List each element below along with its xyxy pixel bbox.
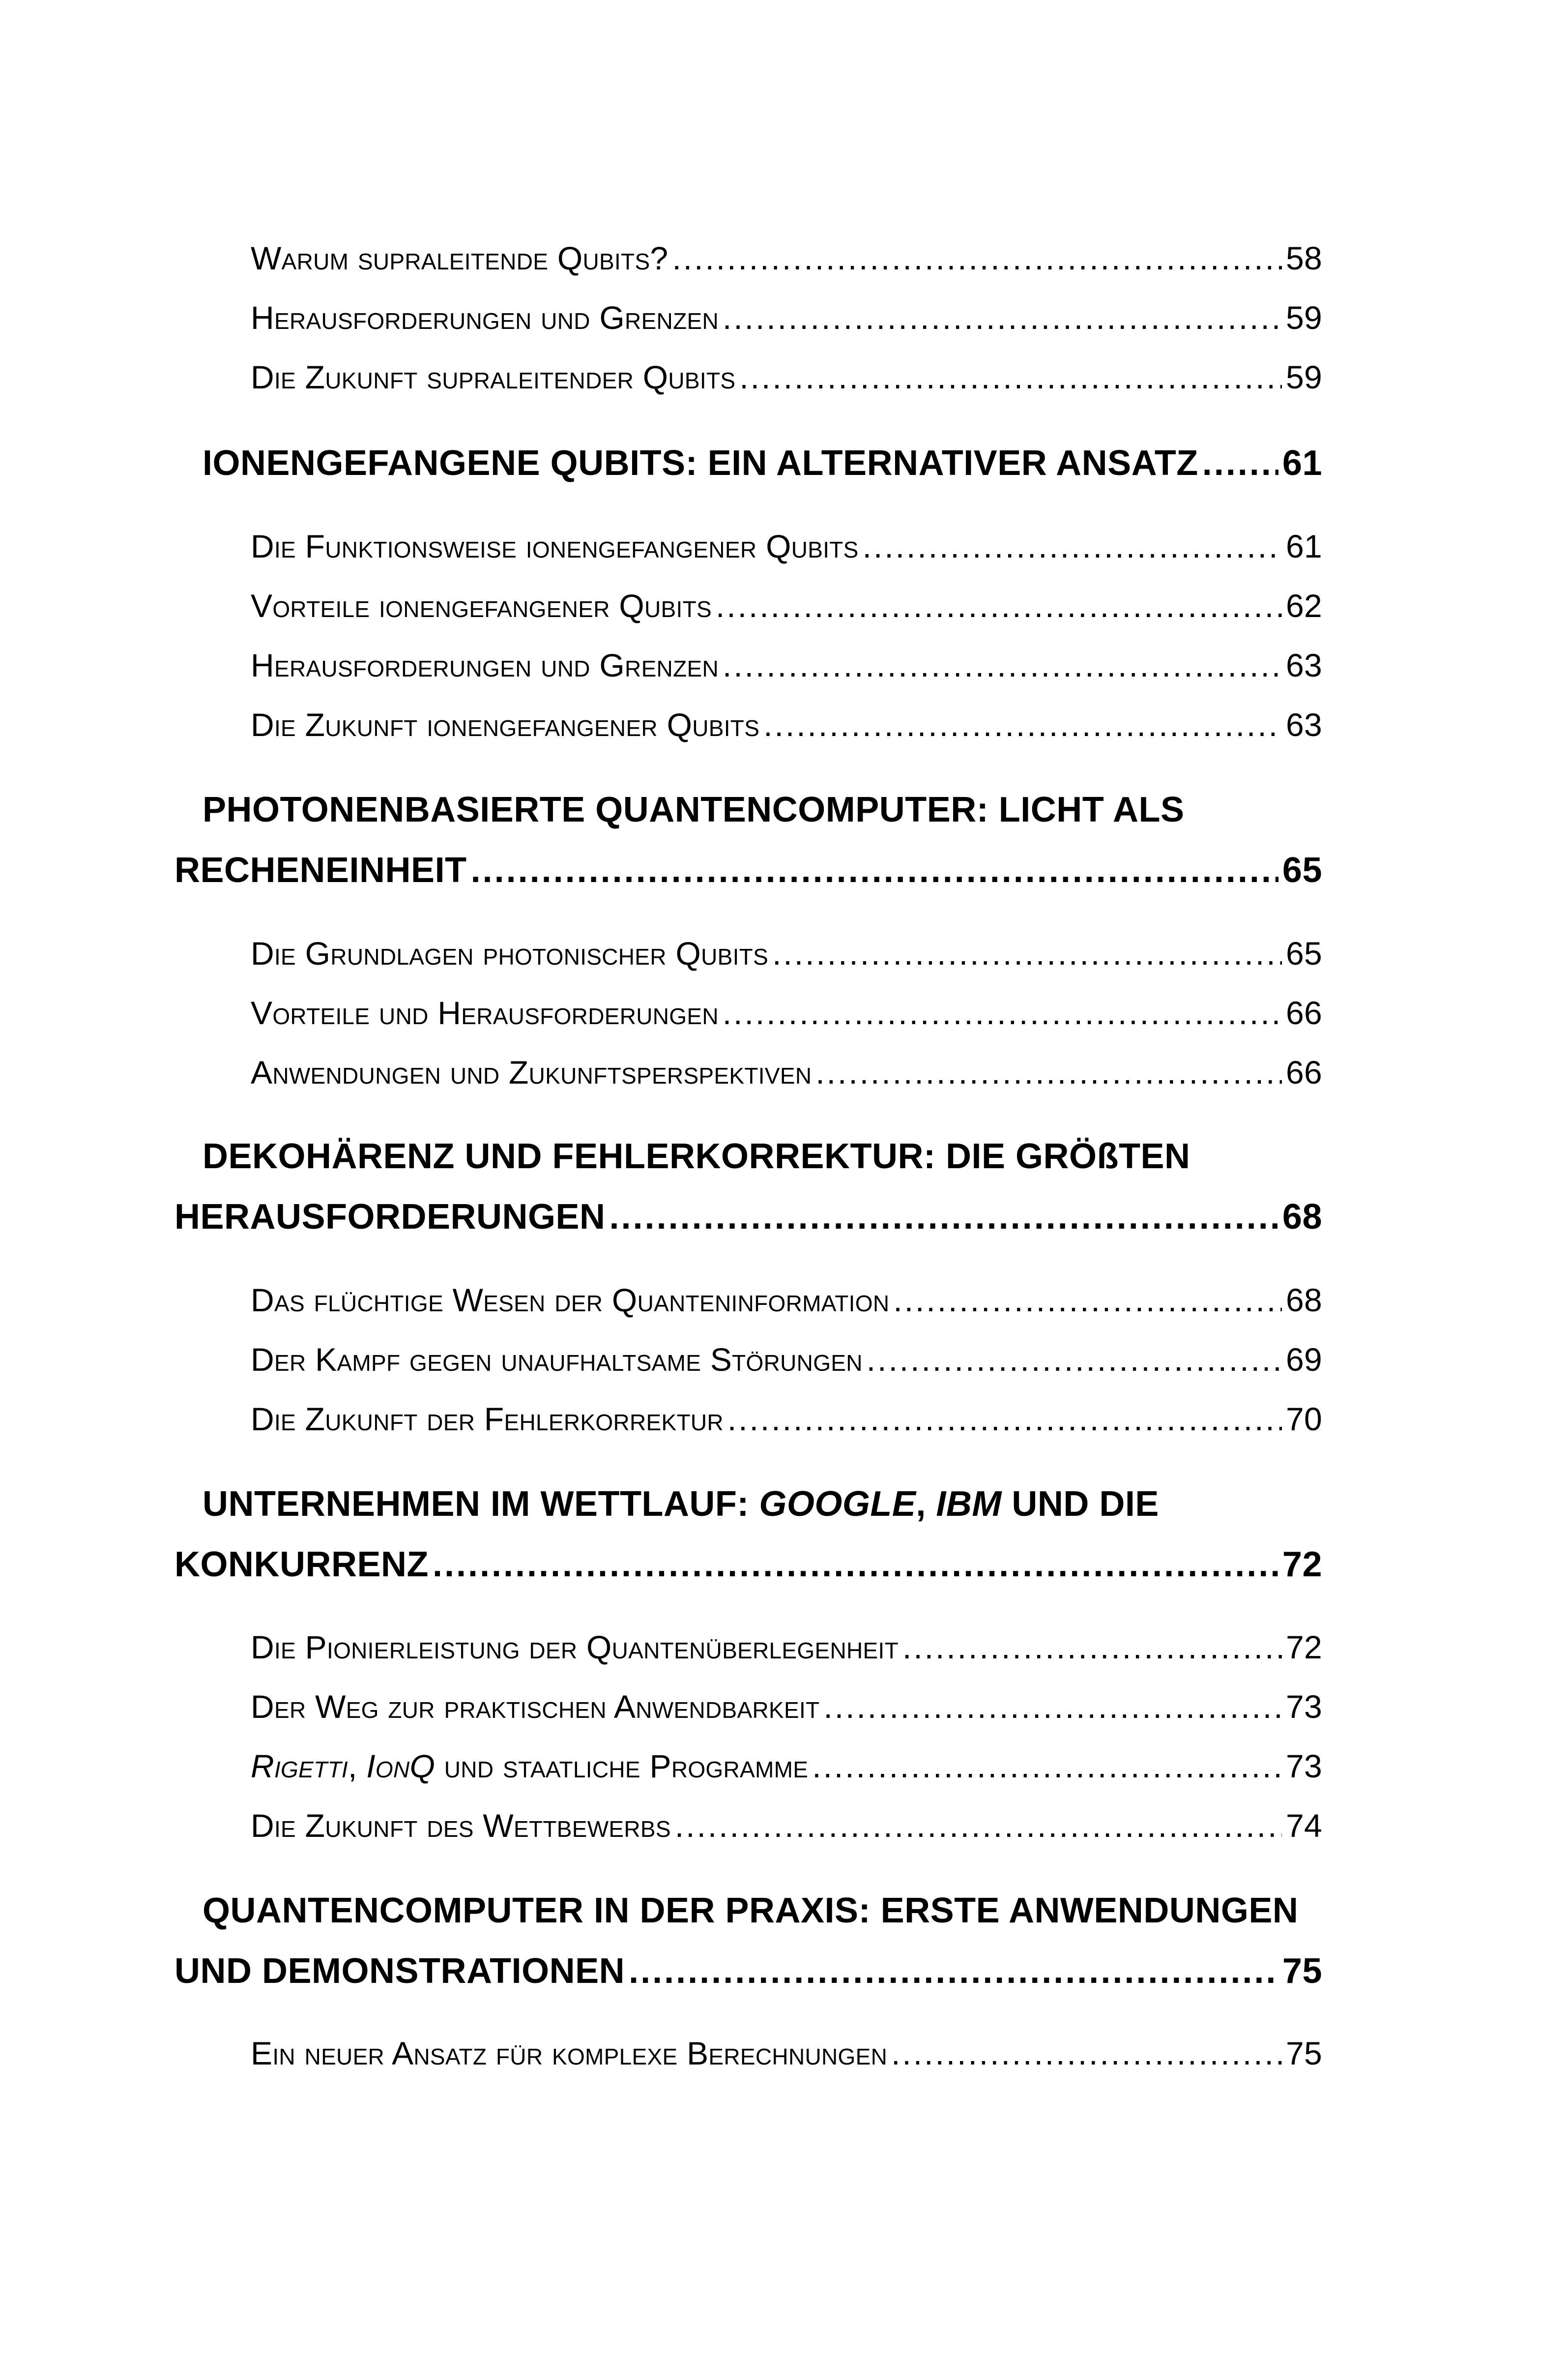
dot-leader [672,235,1282,282]
toc-entry-title-part: und staatliche Programme [435,1748,809,1784]
dot-leader [893,1276,1282,1324]
toc-entry-page: 59 [1285,299,1322,336]
toc-entry-title: Die Zukunft des Wettbewerbs [251,1807,671,1844]
dot-leader [716,582,1282,629]
toc-chapter-title: IONENGEFANGENE QUBITS: EIN ALTERNATIVER ANSATZ [203,443,1198,483]
toc-entry[interactable] [251,1395,1322,1443]
toc-chapter[interactable] [174,1946,1322,1997]
toc-entry-title: Die Funktionsweise ionengefangener Qubits [251,528,859,564]
toc-entry[interactable] [251,1276,1322,1324]
toc-entry-page: 62 [1285,588,1322,624]
dot-leader [772,930,1282,977]
toc-entry[interactable] [251,701,1322,748]
dot-leader [891,2030,1282,2077]
toc-entry-page: 65 [1285,935,1322,972]
company-name-google: GOOGLE [759,1484,916,1524]
toc-entry-title: Die Pionierleistung der Quantenüberlegenheit [251,1629,899,1665]
toc-chapter-title-cont: KONKURRENZ [174,1545,429,1584]
dot-leader [629,1946,1278,1997]
toc-entry[interactable] [251,1623,1322,1671]
toc-entry-page: 63 [1285,647,1322,683]
toc-chapter-line1[interactable] [203,1131,1322,1182]
toc-entry-page: 69 [1285,1341,1322,1378]
toc-entry-title: Die Zukunft der Fehlerkorrektur [251,1401,724,1437]
toc-chapter[interactable] [174,1539,1322,1590]
toc-chapter-page: 68 [1282,1197,1322,1237]
toc-entry[interactable] [251,1742,1322,1790]
dot-leader [902,1623,1282,1671]
dot-leader [763,701,1282,748]
toc-entry[interactable] [251,235,1322,282]
toc-entry[interactable] [251,523,1322,570]
dot-leader [812,1742,1282,1790]
toc-entry-title: Ein neuer Ansatz für komplexe Berechnungen [251,2035,888,2071]
dot-leader [610,1191,1278,1242]
toc-entry[interactable] [251,294,1322,341]
toc-entry[interactable] [251,930,1322,977]
dot-leader [723,642,1282,689]
toc-entry[interactable] [251,1683,1322,1730]
toc-chapter-title: PHOTONENBASIERTE QUANTENCOMPUTER: LICHT ALS [203,790,1185,829]
toc-entry-title: Herausforderungen und Grenzen [251,299,719,336]
toc-entry-title: Warum supraleitende Qubits? [251,240,668,276]
toc-entry[interactable] [251,2030,1322,2077]
toc-chapter-page: 72 [1282,1545,1322,1584]
toc-entry-title-part: , [348,1748,367,1784]
toc-entry-page: 63 [1285,707,1322,743]
toc-entry[interactable] [251,1049,1322,1096]
toc-chapter[interactable] [174,1191,1322,1242]
toc-chapter[interactable] [174,845,1322,896]
toc-entry-title: Das flüchtige Wesen der Quanteninformation [251,1282,890,1318]
dot-leader [823,1683,1282,1730]
toc-chapter-line1[interactable] [203,1885,1322,1936]
toc-entry[interactable] [251,1336,1322,1383]
toc-chapter-title-cont: UND DEMONSTRATIONEN [174,1951,625,1991]
dot-leader [723,989,1282,1036]
toc-chapter-title-part: UND DIE [1001,1484,1159,1524]
toc-chapter-title [203,1478,1159,1530]
toc-entry-title: Die Zukunft supraleitender Qubits [251,359,736,395]
toc-entry-title: Die Zukunft ionengefangener Qubits [251,707,760,743]
toc-entry[interactable] [251,1802,1322,1849]
toc-chapter-title-cont: HERAUSFORDERUNGEN [174,1197,606,1237]
toc-chapter-title-part: UNTERNEHMEN IM WETTLAUF: [203,1484,759,1524]
toc-entry-page: 75 [1285,2035,1322,2071]
toc-entry-page: 73 [1285,1688,1322,1725]
dot-leader [739,354,1282,401]
toc-entry-title: Der Weg zur praktischen Anwendbarkeit [251,1688,820,1725]
toc-chapter-title: DEKOHÄRENZ UND FEHLERKORREKTUR: DIE GRÖßTEN [203,1137,1191,1176]
toc-chapter-page: 75 [1282,1951,1322,1991]
toc-entry-title [251,1742,808,1790]
toc-chapter-page: 65 [1282,851,1322,890]
toc-entry-page: 73 [1285,1748,1322,1784]
dot-leader [815,1049,1282,1096]
toc-entry-page: 59 [1285,359,1322,395]
toc-entry-page: 72 [1285,1629,1322,1665]
company-name-ibm: IBM [936,1484,1002,1524]
toc-entry-page: 58 [1285,240,1322,276]
toc-entry-title: Vorteile und Herausforderungen [251,995,719,1031]
toc-entry[interactable] [251,989,1322,1036]
toc-chapter-page: 61 [1282,443,1322,483]
toc-entry-title: Der Kampf gegen unaufhaltsame Störungen [251,1341,863,1378]
dot-leader [723,294,1282,341]
dot-leader [471,845,1278,896]
toc-entry[interactable] [251,582,1322,629]
toc-chapter-line1[interactable] [203,1478,1322,1530]
company-name-ionq: IonQ [366,1748,436,1784]
toc-entry-page: 66 [1285,1054,1322,1091]
toc-entry-title: Anwendungen und Zukunftsperspektiven [251,1054,812,1091]
toc-entry-page: 70 [1285,1401,1322,1437]
dot-leader [1202,438,1278,489]
toc-chapter-title: QUANTENCOMPUTER IN DER PRAXIS: ERSTE ANWENDUNGEN [203,1891,1299,1930]
toc-entry-title: Herausforderungen und Grenzen [251,647,719,683]
toc-entry-page: 66 [1285,995,1322,1031]
toc-chapter-line1[interactable] [203,784,1322,835]
toc-entry-page: 74 [1285,1807,1322,1844]
toc-entry-page: 61 [1285,528,1322,564]
toc-entry-title: Vorteile ionengefangener Qubits [251,588,712,624]
toc-entry[interactable] [251,354,1322,401]
toc-chapter-title-part: , [916,1484,936,1524]
toc-chapter[interactable] [203,438,1322,489]
dot-leader [863,523,1282,570]
dot-leader [433,1539,1278,1590]
toc-entry-title: Die Grundlagen photonischer Qubits [251,935,769,972]
dot-leader [867,1336,1282,1383]
dot-leader [727,1395,1282,1443]
toc-entry-page: 68 [1285,1282,1322,1318]
toc-entry[interactable] [251,642,1322,689]
company-name-rigetti: Rigetti [251,1748,348,1784]
toc-chapter-title-cont: RECHENEINHEIT [174,851,467,890]
dot-leader [675,1802,1282,1849]
